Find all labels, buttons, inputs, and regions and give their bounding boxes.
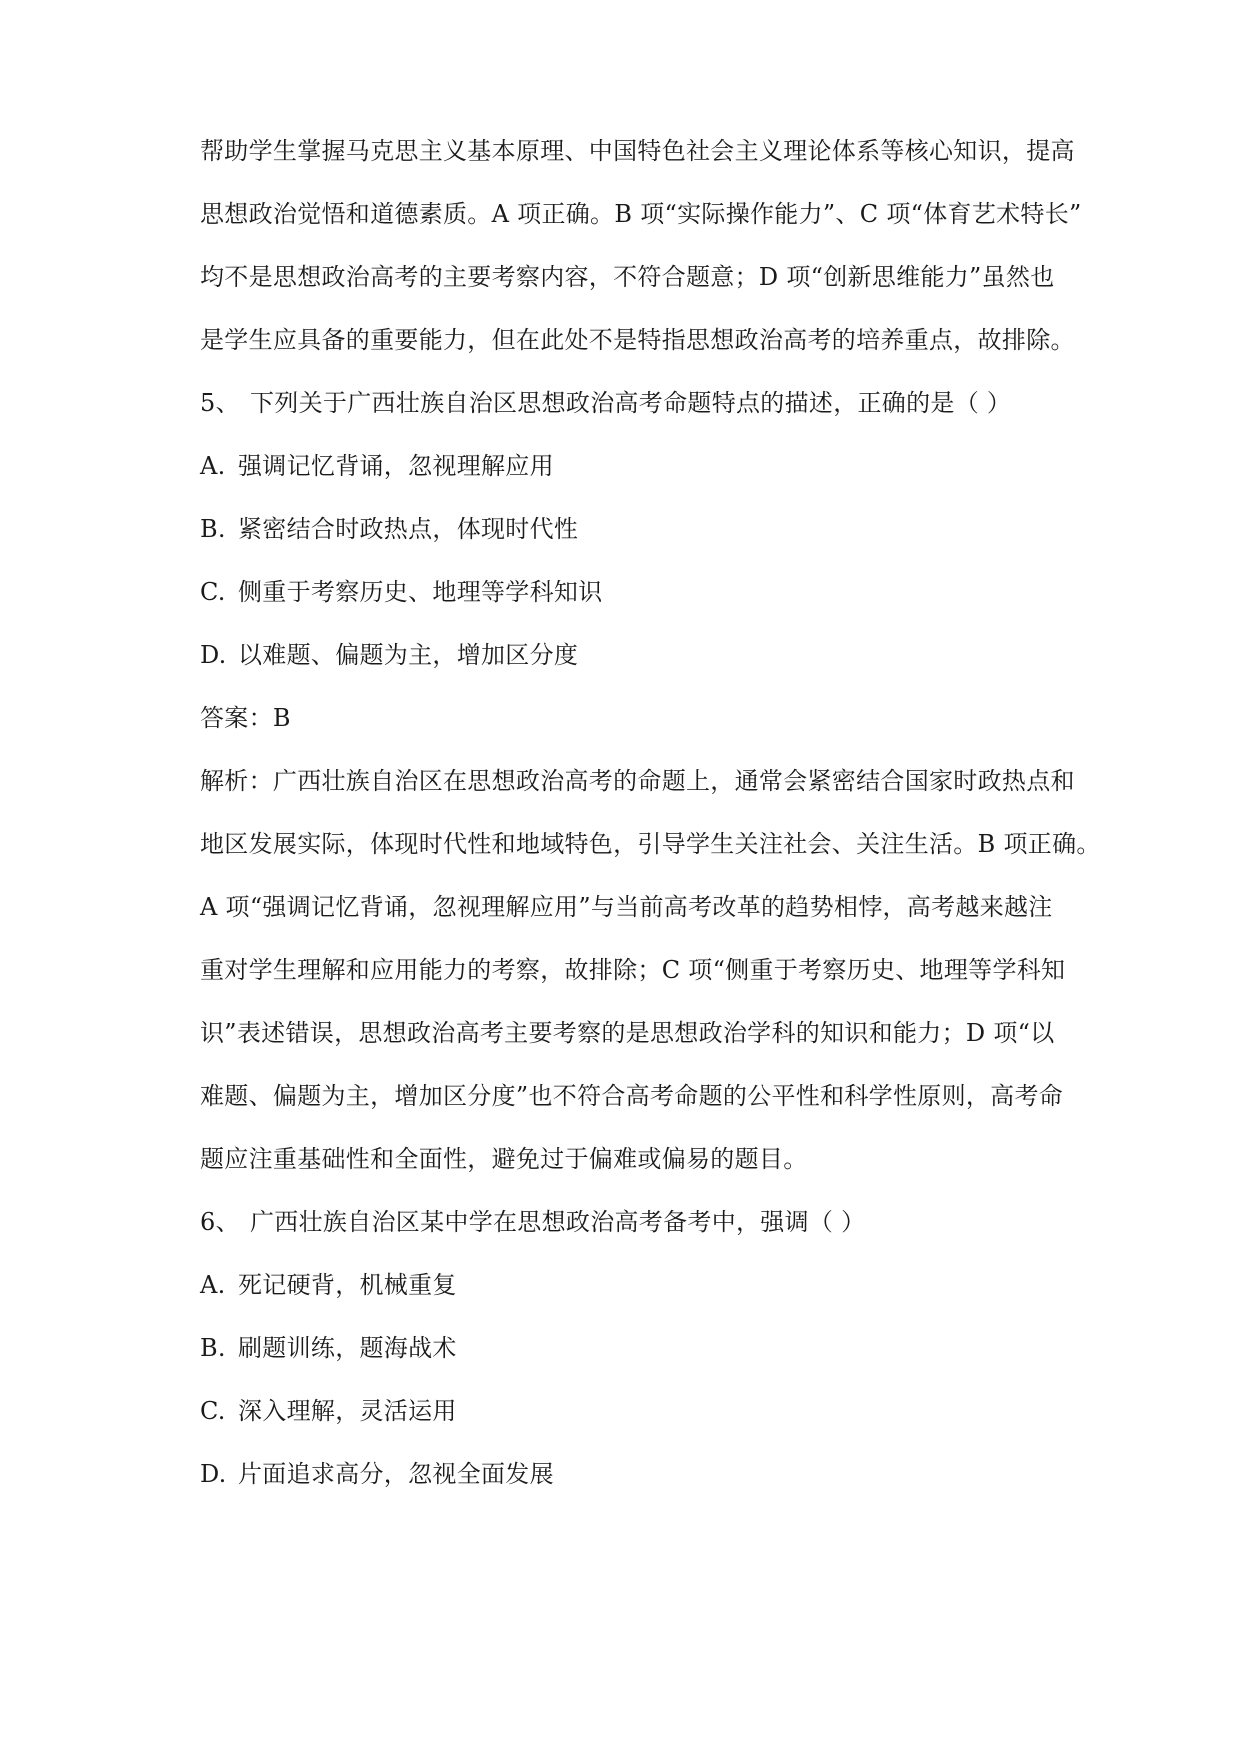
analysis-line: A 项“强调记忆背诵，忽视理解应用”与当前高考改革的趋势相悖，高考越来越注 [200,893,1053,921]
option-text: 死记硬背，机械重复 [238,1271,457,1299]
option-text: 侧重于考察历史、地理等学科知识 [238,578,603,606]
analysis-line: 帮助学生掌握马克思主义基本原理、中国特色社会主义理论体系等核心知识，提高 [200,137,1075,165]
analysis-line: 重对学生理解和应用能力的考察，故排除；C 项“侧重于考察历史、地理等学科知 [200,956,1066,984]
option-letter: A. [200,1271,226,1299]
answer: 答案：B [200,704,291,732]
analysis-line: 难题、偏题为主，增加区分度”也不符合高考命题的公平性和科学性原则，高考命 [200,1082,1064,1110]
option-c [200,1396,457,1426]
option-letter: B. [200,515,226,543]
option-a [200,1270,457,1300]
question-stem: 下列关于广西壮族自治区思想政治高考命题特点的描述，正确的是（ ） [250,389,1012,417]
option-text: 强调记忆背诵，忽视理解应用 [238,452,554,480]
analysis-line: 解析：广西壮族自治区在思想政治高考的命题上，通常会紧密结合国家时政热点和 [200,767,1075,795]
analysis-line: 识”表述错误，思想政治高考主要考察的是思想政治学科的知识和能力；D 项“以 [200,1019,1055,1047]
option-b [200,514,578,544]
analysis-line: 地区发展实际，体现时代性和地域特色，引导学生关注社会、关注生活。B 项正确。 [200,830,1101,858]
option-letter: C. [200,578,226,606]
option-text: 紧密结合时政热点，体现时代性 [238,515,579,543]
question-number: 5、 [200,389,240,417]
analysis-line: 思想政治觉悟和道德素质。A 项正确。B 项“实际操作能力”、C 项“体育艺术特长” [200,200,1082,228]
analysis-line: 是学生应具备的重要能力，但在此处不是特指思想政治高考的培养重点，故排除。 [200,326,1075,354]
option-d [200,1459,554,1489]
analysis-line: 题应注重基础性和全面性，避免过于偏难或偏易的题目。 [200,1145,808,1173]
option-letter: B. [200,1334,226,1362]
question-5 [200,388,1011,418]
option-letter: D. [200,641,227,669]
option-b [200,1333,457,1363]
option-text: 刷题训练，题海战术 [238,1334,457,1362]
option-text: 以难题、偏题为主，增加区分度 [238,641,579,669]
analysis-line: 均不是思想政治高考的主要考察内容，不符合题意；D 项“创新思维能力”虽然也 [200,263,1055,291]
option-letter: C. [200,1397,226,1425]
question-number: 6、 [200,1208,240,1236]
option-text: 片面追求高分，忽视全面发展 [238,1460,554,1488]
option-letter: D. [200,1460,227,1488]
option-d [200,640,578,670]
option-letter: A. [200,452,226,480]
option-text: 深入理解，灵活运用 [238,1397,457,1425]
question-stem: 广西壮族自治区某中学在思想政治高考备考中，强调（ ） [250,1208,866,1236]
option-a [200,451,554,481]
question-6 [200,1207,865,1237]
option-c [200,577,603,607]
